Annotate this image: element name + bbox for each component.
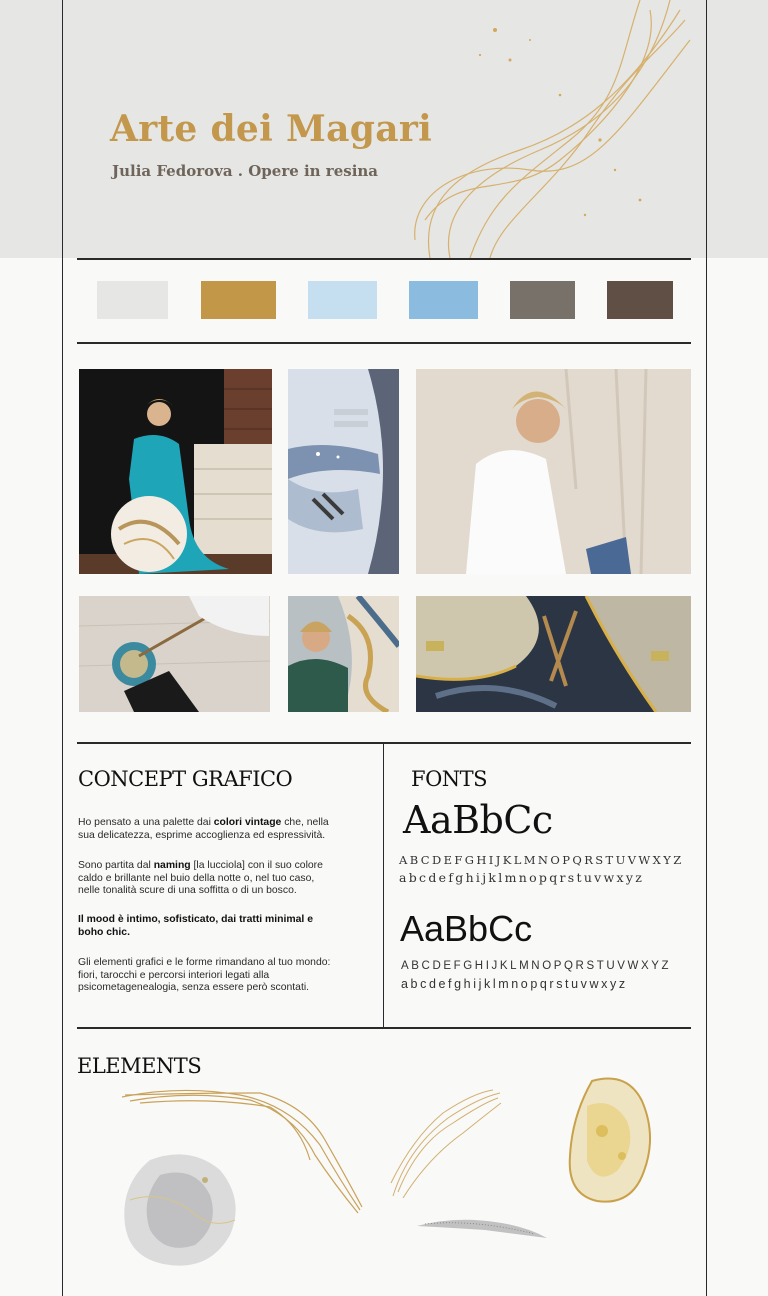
sans-font-sample: AaBbCc <box>400 908 533 949</box>
divider <box>77 1027 691 1029</box>
brand-subtitle: Julia Fedorova . Opere in resina <box>112 162 379 180</box>
page-border-right <box>706 0 707 1296</box>
gold-swirl-decoration <box>400 0 700 258</box>
divider <box>77 258 691 260</box>
gold-line-element-small <box>388 1088 503 1198</box>
palette-swatch-4 <box>409 281 478 319</box>
brand-title: Arte dei Magari <box>110 108 433 150</box>
grey-brush-stroke-element <box>415 1214 550 1244</box>
column-divider <box>383 743 384 1028</box>
palette-swatch-5 <box>510 281 575 319</box>
fonts-title: FONTS <box>411 767 488 791</box>
serif-uppercase-alphabet: ABCDEFGHIJKLMNOPQRSTUVWXYZ <box>399 853 684 867</box>
concept-paragraph-2: Sono partita dal naming [la lucciola] con il suo colore caldo e brillante nel buio della notte o, nel tuo caso, nelle tonalità scure di una soffitta o di un bosco. <box>78 860 323 897</box>
concept-paragraph-3: Il mood è intimo, sofisticato, dai tratti minimal e boho chic. <box>78 914 313 938</box>
sans-lowercase-alphabet: abcdefghijklmnopqrstuvwxyz <box>401 977 628 991</box>
concept-title: CONCEPT GRAFICO <box>78 767 293 791</box>
sans-uppercase-alphabet: ABCDEFGHIJKLMNOPQRSTUVWXYZ <box>401 960 672 972</box>
grey-watercolor-element <box>110 1140 250 1280</box>
serif-lowercase-alphabet: abcdefghijklmnopqrstuvwxyz <box>399 870 645 885</box>
photo-resin-mixing <box>79 596 270 712</box>
concept-paragraph-4: Gli elementi grafici e le forme rimandano al tuo mondo: fiori, tarocchi e percorsi interiori legati alla psicometagenealogia, senza essere però scontati. <box>78 957 331 994</box>
serif-font-sample: AaBbCc <box>403 798 553 842</box>
photo-artist-with-artwork <box>288 596 399 712</box>
elements-title: ELEMENTS <box>77 1054 202 1078</box>
divider <box>77 742 691 744</box>
palette-swatch-2 <box>201 281 276 319</box>
palette-swatch-6 <box>607 281 673 319</box>
palette-swatch-3 <box>308 281 377 319</box>
photo-dark-resin-clock <box>416 596 691 712</box>
divider <box>77 342 691 344</box>
photo-artist-portrait <box>416 369 691 574</box>
concept-paragraph-1: Ho pensato a una palette dai colori vintage che, nella sua delicatezza, esprime accoglienza ed espressività. <box>78 817 329 841</box>
gold-watercolor-stone-element <box>562 1076 657 1208</box>
page-border-left <box>62 0 63 1296</box>
palette-swatch-1 <box>97 281 168 319</box>
photo-artist-seated-with-clock <box>79 369 272 574</box>
photo-resin-clock-detail <box>288 369 399 574</box>
